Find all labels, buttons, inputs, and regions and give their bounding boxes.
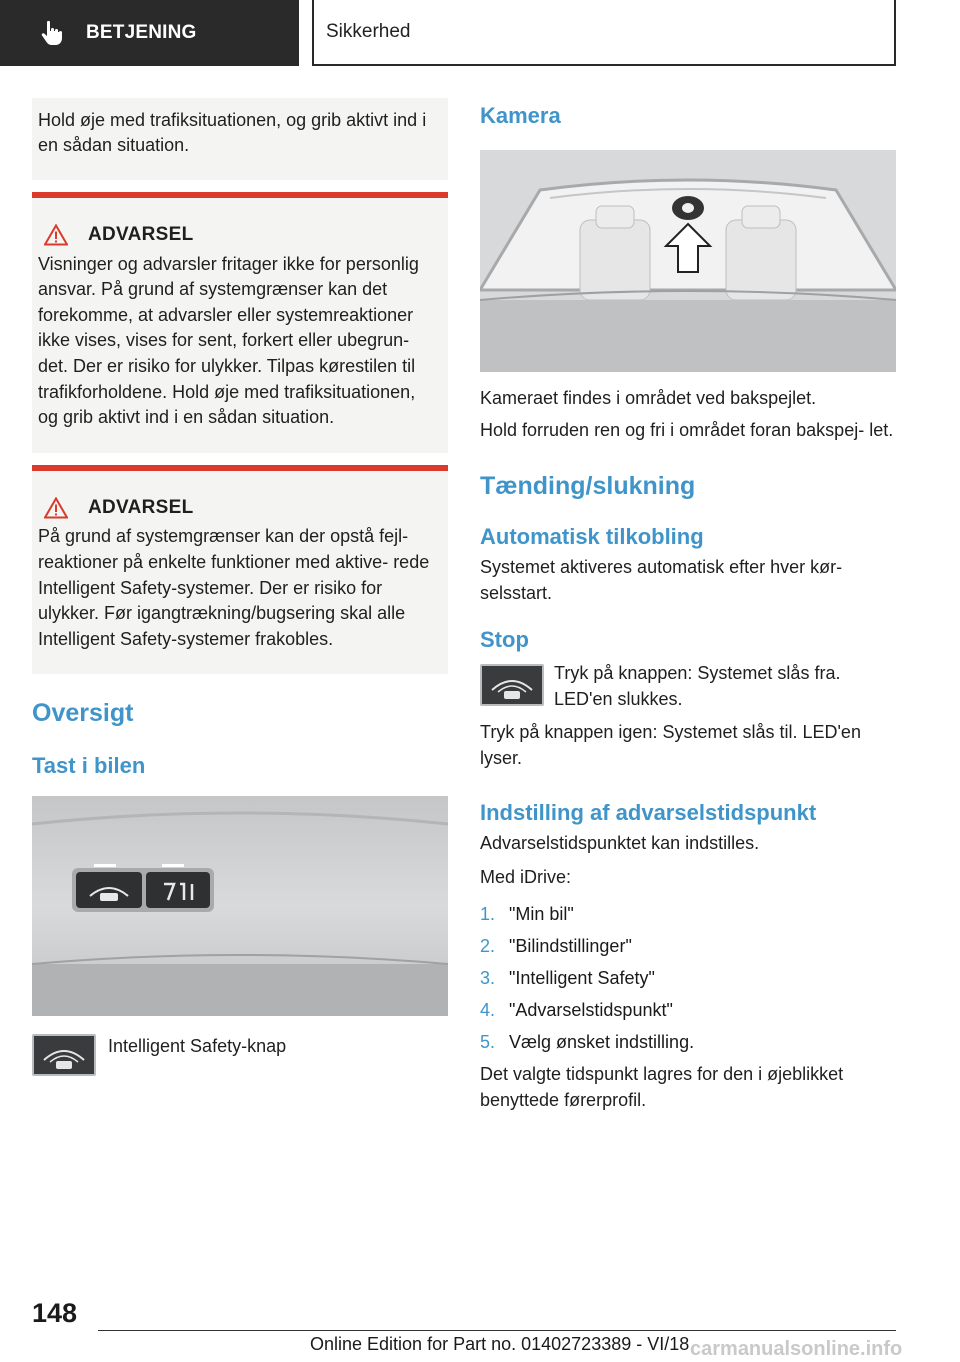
stop-row [480,664,896,712]
list-item: 1. "Min bil" [480,904,574,924]
button-heading: Tast i bilen [32,753,146,779]
stop-text-2: Tryk på knappen igen: Systemet slås til. LED'en lyser. [480,722,861,768]
camera-text-2: Hold forruden ren og fri i området foran bakspej- let. [480,419,894,440]
button-caption-row [32,1034,448,1076]
warning-title-1: ADVARSEL [38,222,440,248]
list-item: 4. "Advarselstidspunkt" [480,1000,673,1020]
auto-text: Systemet aktiveres automatisk efter hver kør- selsstart. [480,557,843,603]
warntime-text: Advarselstidspunktet kan indstilles. [480,833,760,853]
left-column [32,98,448,1076]
intelligent-safety-button-icon [32,1034,96,1076]
warning-box-1 [32,192,448,453]
stop-text: Tryk på knappen: Systemet slås fra. LED'en slukkes. [554,663,841,709]
edition-text: Online Edition for Part no. 01402723389 - VI/18 [310,1334,690,1354]
note-box [32,98,448,180]
hand-pointer-icon [40,20,64,46]
chapter-tab [312,0,896,66]
overview-heading: Oversigt [32,699,134,728]
camera-heading: Kamera [480,103,561,128]
idrive-steps [480,898,896,1058]
list-item: 5. Vælg ønsket indstilling. [480,1032,695,1052]
idrive-label: Med iDrive: [480,866,572,887]
stop-heading: Stop [480,627,529,652]
warning-text-2: På grund af systemgrænser kan der opstå fejl- reaktioner på enkelte funktioner med aktive- rede Intelligent Safety-systemer. Der er risiko for ulykker. Før igangtrækning/bugsering skal alle Intelligent Safety-systemer frakobles. [38,526,430,649]
warning-box-2 [32,465,448,675]
button-caption: Intelligent Safety-knap [108,1036,287,1057]
watermark: carmanualsonline.info [690,1338,903,1360]
warning-triangle-icon [44,224,68,246]
page-number: 148 [32,1298,78,1328]
warntime-heading: Indstilling af advarselstidspunkt [480,800,817,825]
auto-heading: Automatisk tilkobling [480,524,704,549]
intelligent-safety-button-icon [480,664,544,706]
list-item: 2. "Bilindstillinger" [480,936,632,956]
button-photo [32,796,448,1016]
list-item: 3. "Intelligent Safety" [480,968,655,988]
closing-text: Det valgte tidspunkt lagres for den i øjeblikket benyttede førerprofil. [480,1064,844,1110]
warning-triangle-icon [44,497,68,519]
camera-photo [480,150,896,372]
right-column [480,98,896,1113]
car-button-panel-illustration [32,796,448,1016]
page-header [0,0,960,66]
note-text: Hold øje med trafiksituationen, og grib aktivt ind i en sådan situation. [38,110,427,155]
chapter-title: Sikkerhed [326,21,411,42]
section-tab [0,0,299,66]
car-interior-illustration [480,150,896,372]
warning-title-2: ADVARSEL [38,495,440,521]
footer-divider [98,1330,896,1331]
section-title: BETJENING [86,22,197,43]
camera-text-1: Kameraet findes i området ved bakspejlet. [480,388,817,408]
warning-text-1: Visninger og advarsler fritager ikke for personlig ansvar. På grund af systemgrænser kan det forekomme, at advarsler eller systemreaktioner ikke vises, vises for sent, forkert eller ubegrun- det. Der er risiko for ulykker. Tilpas kørestilen til trafikforholdene. Hold øje med trafiksituationen, og grib aktivt ind i en sådan situation. [38,253,419,428]
onoff-heading: Tænding/slukning [480,472,696,500]
